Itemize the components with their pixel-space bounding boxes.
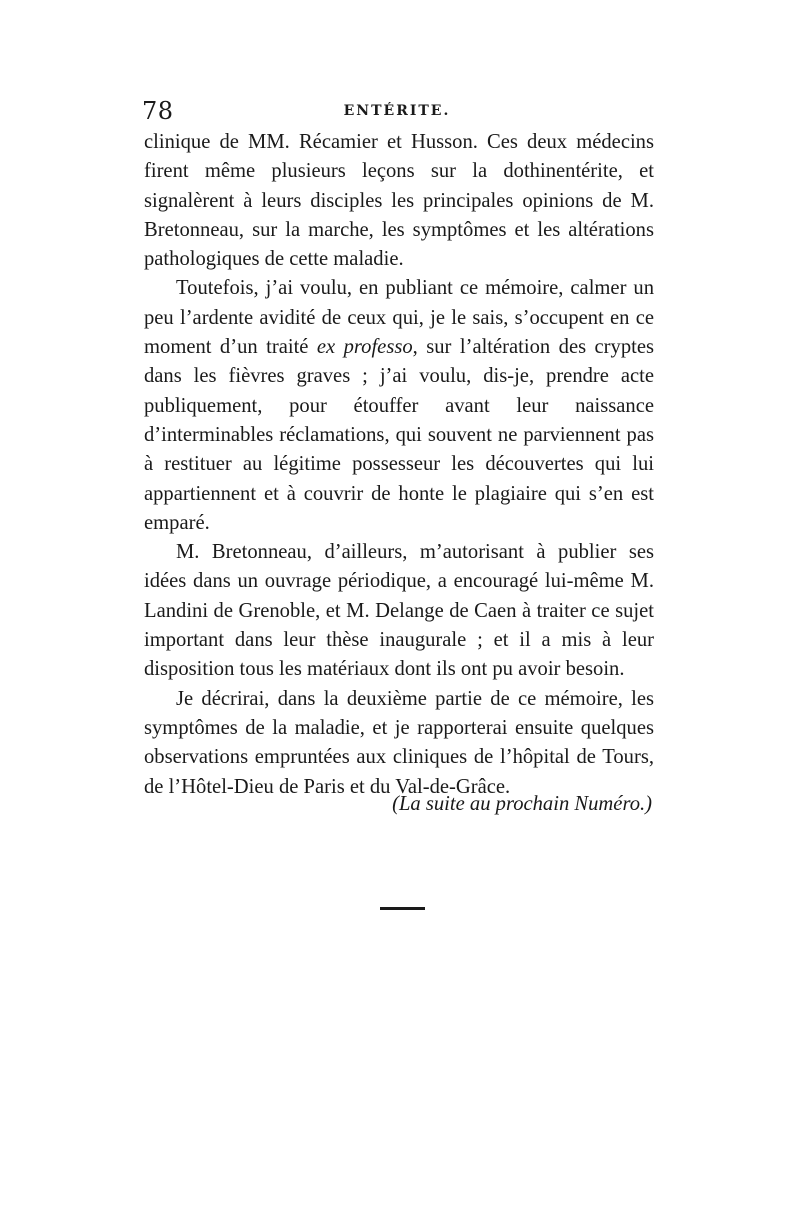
paragraph-1: clinique de MM. Récamier et Husson. Ces deux médecins firent même plusieurs leçons sur la dothinentérite, et signalèrent à leurs disciples les principales opinions de M. Bretonneau, sur la marche, les symptômes et les altérations pathologiques de cette maladie. (144, 131, 654, 271)
running-title: ENTÉRITE. (343, 103, 451, 119)
paragraph-2-text: Toutefois, j’ai voulu, en publiant ce mémoire, calmer un peu l’ardente avidité de ceux qui, je le sais, s’occupent en ce moment d’un traité ex professo, sur l’altération des cryptes dans les fièvres graves ; j’ai voulu, dis-je, prendre acte publiquement, pour étouffer avant leur naissance d’interminables réclamations, qui souvent ne parviennent pas à restituer au légitime possesseur les découvertes qui lui appartiennent et à couvrir de honte le plagiaire qui s’en est emparé. (144, 277, 655, 534)
page-number: 78 (142, 97, 174, 125)
continuation-note (144, 790, 652, 819)
paragraph-4: Je décrirai, dans la deuxième partie de ce mémoire, les symptômes de la maladie, et je rapporterai ensuite quelques observations empruntées aux cliniques de l’hôpital de Tours, de l’Hôtel-Dieu de Paris et du Val-de-Grâce. (144, 687, 654, 798)
continuation-note-text: (La suite au prochain Numéro.) (392, 793, 652, 815)
paragraph-2 (144, 274, 654, 538)
paragraph-3: M. Bretonneau, d’ailleurs, m’autorisant à publier ses idées dans un ouvrage périodique, a encouragé lui-même M. Landini de Grenoble, et M. Delange de Caen à traiter ce sujet important dans leur thèse inaugurale ; et il a mis à leur disposition tous les matériaux dont ils ont pu avoir besoin. (144, 541, 654, 681)
running-head (142, 94, 652, 128)
end-rule-divider (380, 907, 425, 910)
body-text (144, 128, 654, 802)
latin-phrase: ex professo (316, 336, 413, 359)
